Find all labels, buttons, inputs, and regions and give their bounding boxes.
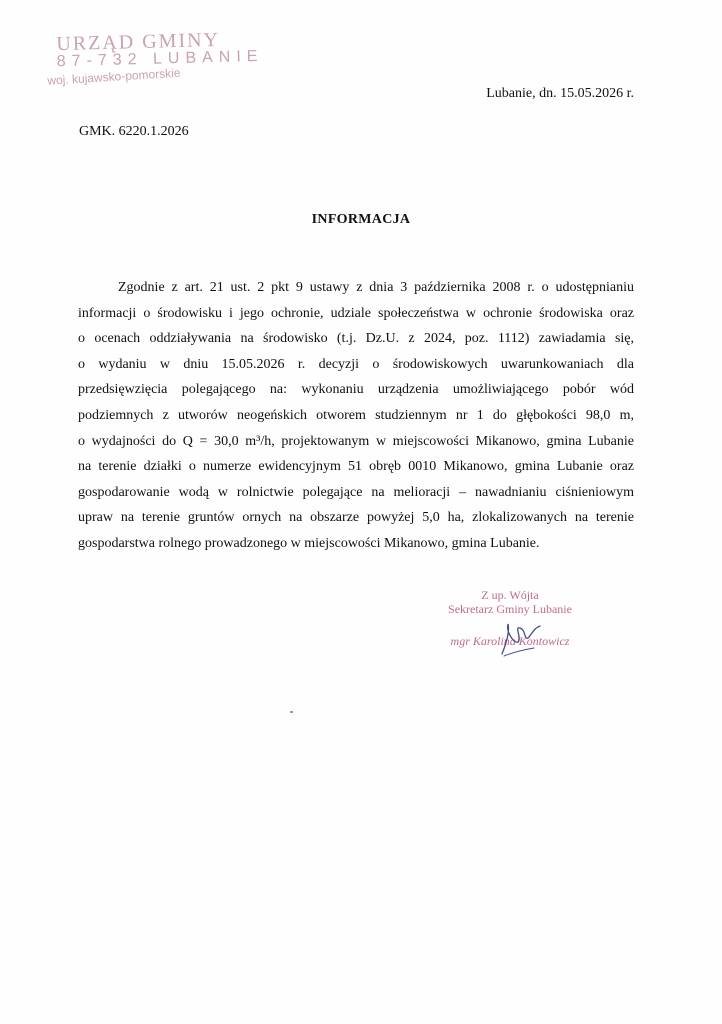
place-and-date: Lubanie, dn. 15.05.2026 r. [486,86,634,101]
body-line: Zgodnie z art. 21 ust. 2 pkt 9 ustawy z dnia 3 października 2008 r. o udostępnianiu [118,280,634,295]
stamp-line-2: 87-732 LUBANIE [56,47,264,71]
body-line: informacji o środowisku i jego ochronie, udziale społeczeństwa w ochronie środowiska oraz [78,305,634,321]
handwritten-signature [494,614,544,664]
body-line: na terenie działki o numerze ewidencyjnym 51 obręb 0010 Mikanowo, gmina Lubanie oraz [78,459,634,475]
stamp-line-3: woj. kujawsko-pomorskie [46,65,181,88]
body-paragraph [78,275,634,557]
office-stamp [46,28,264,88]
body-line: o wydajności do Q = 30,0 m³/h, projektowanym w miejscowości Mikanowo, gmina Lubanie [78,433,634,449]
body-line: podziemnych z utworów neogeńskich otworem studziennym nr 1 do głębokości 98,0 m, [78,407,634,423]
reference-number: GMK. 6220.1.2026 [79,124,189,139]
body-line: o ocenach oddziaływania na środowisko (t.j. Dz.U. z 2024, poz. 1112) zawiadamia się, [78,331,634,347]
signature-title: Sekretarz Gminy Lubanie [448,602,572,616]
signature-authority: Z up. Wójta [481,588,539,602]
scan-speck [290,711,293,713]
body-line: przedsięwzięcia polegającego na: wykonaniu urządzenia umożliwiającego pobór wód [78,382,634,398]
body-line: o wydaniu w dniu 15.05.2026 r. decyzji o środowiskowych uwarunkowaniach dla [78,356,634,372]
stamp-line-1: URZĄD GMINY [56,28,221,56]
document-title: INFORMACJA [311,212,411,227]
body-line: gospodarstwa rolnego prowadzonego w miejscowości Mikanowo, gmina Lubanie. [78,535,540,551]
body-line: upraw na terenie gruntów ornych na obszarze powyżej 5,0 ha, zlokalizowanych na terenie [78,510,634,526]
signature-name: mgr Karolina Kontowicz [450,634,570,648]
body-line: gospodarowanie wodą w rolnictwie polegające na melioracji – nawadnianiu ciśnieniowym [78,484,634,500]
